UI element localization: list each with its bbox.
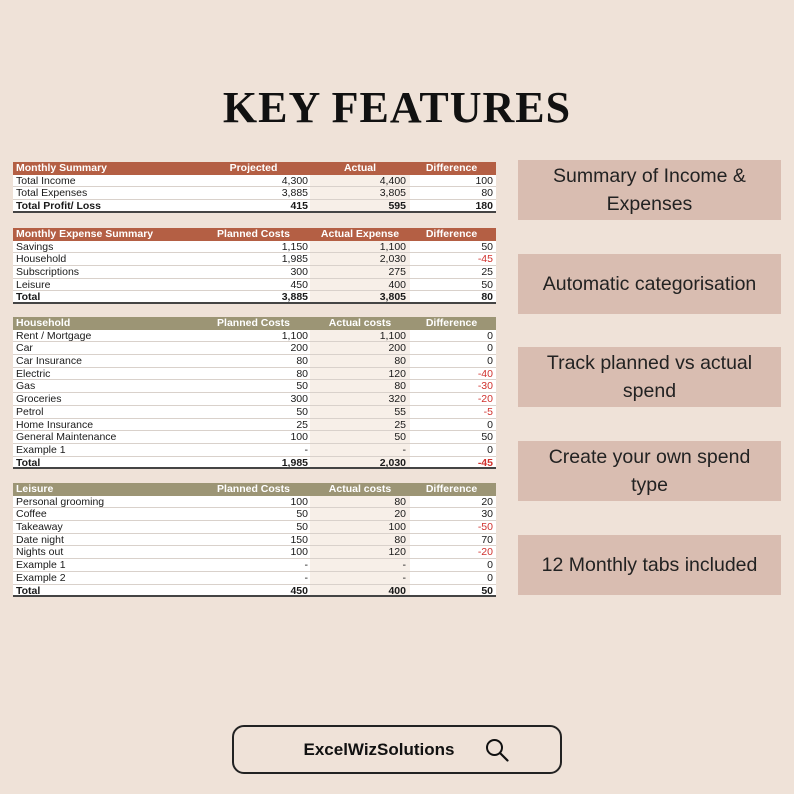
cell-value: 80 xyxy=(481,291,493,303)
table-row xyxy=(13,279,496,292)
row-label: Monthly Summary xyxy=(16,162,108,174)
table-row xyxy=(13,419,496,432)
table-row xyxy=(13,393,496,406)
table-total-row xyxy=(13,457,496,470)
feature-label: Summary of Income & Expenses xyxy=(553,165,746,215)
cell-value: 1,100 xyxy=(310,330,410,342)
table-row xyxy=(13,380,496,393)
cell-value: 2,030 xyxy=(310,253,410,265)
cell-value: Actual costs xyxy=(328,483,392,495)
row-label: Savings xyxy=(16,240,54,253)
cell-value: 80 xyxy=(310,380,410,392)
row-label: Leisure xyxy=(16,483,54,495)
cell-value: 100 xyxy=(310,521,410,533)
row-label: Leisure xyxy=(16,278,51,291)
summary-table xyxy=(13,483,496,597)
table-row xyxy=(13,330,496,343)
cell-value: 50 xyxy=(296,405,308,418)
cell-value: - xyxy=(304,559,308,571)
cell-value: 1,150 xyxy=(281,240,308,253)
cell-value: 80 xyxy=(310,496,410,508)
cell-value: 3,885 xyxy=(281,291,308,303)
cell-value: 100 xyxy=(290,431,308,443)
feature-box-1 xyxy=(518,160,781,220)
cell-value: 30 xyxy=(481,508,493,521)
cell-value: 100 xyxy=(475,174,493,187)
row-label: Date night xyxy=(16,533,64,546)
table-row xyxy=(13,572,496,585)
row-label: Petrol xyxy=(16,405,44,418)
table-row xyxy=(13,406,496,419)
cell-value: Actual costs xyxy=(328,317,392,329)
feature-box-5 xyxy=(518,535,781,595)
row-label: Home Insurance xyxy=(16,418,94,431)
cell-value: 55 xyxy=(310,406,410,418)
feature-box-4 xyxy=(518,441,781,501)
cell-value: 50 xyxy=(296,508,308,521)
row-label: Car Insurance xyxy=(16,355,82,367)
row-label: Household xyxy=(16,253,67,266)
cell-value: -30 xyxy=(477,380,493,393)
row-label: Car xyxy=(16,342,33,355)
table-header-row xyxy=(13,317,496,330)
cell-value: - xyxy=(310,444,410,456)
cell-value: 50 xyxy=(481,431,493,443)
table-row xyxy=(13,175,496,188)
table-row xyxy=(13,342,496,355)
row-label: Total xyxy=(16,584,41,596)
row-label: Monthly Expense Summary xyxy=(16,228,154,240)
cell-value: 450 xyxy=(290,584,308,596)
cell-value: 25 xyxy=(296,418,308,431)
cell-value: -45 xyxy=(477,253,493,266)
row-label: Takeaway xyxy=(16,521,63,533)
cell-value: 400 xyxy=(310,279,410,291)
cell-value: 120 xyxy=(310,368,410,380)
table-total-row xyxy=(13,585,496,598)
cell-value: 4,300 xyxy=(281,174,308,187)
row-label: Household xyxy=(16,317,71,329)
row-label: Total Income xyxy=(16,174,76,187)
table-row xyxy=(13,187,496,200)
brand-name: ExcelWizSolutions xyxy=(303,739,455,759)
cell-value: 1,100 xyxy=(281,329,308,342)
cell-value: 1,985 xyxy=(281,253,308,266)
row-label: Rent / Mortgage xyxy=(16,329,92,342)
cell-value: -50 xyxy=(477,521,493,533)
cell-value: 120 xyxy=(310,546,410,558)
cell-value: 180 xyxy=(475,200,493,211)
table-row xyxy=(13,508,496,521)
row-label: Total xyxy=(16,291,41,303)
cell-value: 50 xyxy=(310,431,410,443)
row-label: Electric xyxy=(16,367,51,380)
feature-label: 12 Monthly tabs included xyxy=(541,554,758,576)
cell-value: 20 xyxy=(481,495,493,508)
row-label: Subscriptions xyxy=(16,266,80,278)
row-label: Personal grooming xyxy=(16,495,105,508)
cell-value: 25 xyxy=(310,419,410,431)
cell-value: -45 xyxy=(477,456,493,468)
row-label: Coffee xyxy=(16,508,47,521)
cell-value: Actual xyxy=(343,162,377,174)
cell-value: 0 xyxy=(487,559,493,571)
cell-value: 3,805 xyxy=(310,291,410,302)
cell-value: 70 xyxy=(481,533,493,546)
table-header-row xyxy=(13,228,496,241)
row-label: Total Expenses xyxy=(16,187,88,200)
cell-value: 3,885 xyxy=(281,187,308,200)
cell-value: 100 xyxy=(290,546,308,559)
cell-value: 80 xyxy=(481,187,493,200)
cell-value: -40 xyxy=(477,367,493,380)
cell-value: 150 xyxy=(290,533,308,546)
row-label: Example 1 xyxy=(16,443,66,456)
cell-value: -5 xyxy=(483,405,493,418)
feature-label: Automatic categorisation xyxy=(542,273,757,295)
table-header-row xyxy=(13,483,496,496)
table-row xyxy=(13,355,496,368)
cell-value: 1,100 xyxy=(310,241,410,253)
cell-value: 300 xyxy=(290,393,308,405)
cell-value: 275 xyxy=(310,266,410,278)
cell-value: Difference xyxy=(425,483,478,495)
cell-value: 200 xyxy=(310,342,410,354)
cell-value: Planned Costs xyxy=(217,228,290,240)
cell-value: 80 xyxy=(310,355,410,367)
cell-value: Difference xyxy=(425,317,478,329)
row-label: Total Profit/ Loss xyxy=(16,200,101,211)
cell-value: 80 xyxy=(296,355,308,367)
cell-value: 50 xyxy=(481,584,493,596)
cell-value: 50 xyxy=(481,240,493,253)
cell-value: 50 xyxy=(296,380,308,393)
cell-value: -20 xyxy=(477,546,493,559)
row-label: Groceries xyxy=(16,393,62,405)
feature-box-3 xyxy=(518,347,781,407)
table-row xyxy=(13,521,496,534)
cell-value: 3,805 xyxy=(310,187,410,199)
summary-table xyxy=(13,317,496,469)
cell-value: 100 xyxy=(290,495,308,508)
cell-value: 320 xyxy=(310,393,410,405)
cell-value: 1,985 xyxy=(281,456,308,468)
cell-value: 0 xyxy=(487,571,493,584)
cell-value: 80 xyxy=(296,367,308,380)
cell-value: - xyxy=(310,559,410,571)
table-row xyxy=(13,253,496,266)
row-label: Example 2 xyxy=(16,571,66,584)
cell-value: 50 xyxy=(481,278,493,291)
cell-value: 80 xyxy=(310,534,410,546)
cell-value: - xyxy=(304,443,308,456)
cell-value: - xyxy=(310,572,410,584)
cell-value: 20 xyxy=(310,508,410,520)
row-label: General Maintenance xyxy=(16,431,117,443)
cell-value: 4,400 xyxy=(310,175,410,187)
table-row xyxy=(13,266,496,279)
table-row xyxy=(13,368,496,381)
cell-value: Planned Costs xyxy=(217,483,290,495)
table-total-row xyxy=(13,200,496,213)
cell-value: Actual Expense xyxy=(320,228,400,240)
cell-value: Difference xyxy=(425,228,478,240)
cell-value: Projected xyxy=(229,162,278,174)
cell-value: 50 xyxy=(296,521,308,533)
cell-value: 0 xyxy=(487,418,493,431)
table-header-row xyxy=(13,162,496,175)
row-label: Nights out xyxy=(16,546,64,559)
cell-value: 595 xyxy=(310,200,410,211)
table-row xyxy=(13,431,496,444)
cell-value: - xyxy=(304,571,308,584)
feature-label: Create your own spend type xyxy=(548,446,751,496)
search-icon[interactable] xyxy=(484,737,510,763)
page-title: KEY FEATURES xyxy=(222,83,572,132)
cell-value: 0 xyxy=(487,443,493,456)
row-label: Example 1 xyxy=(16,559,66,571)
cell-value: 2,030 xyxy=(310,457,410,468)
summary-table xyxy=(13,228,496,304)
table-row xyxy=(13,534,496,547)
summary-table xyxy=(13,162,496,213)
table-total-row xyxy=(13,291,496,304)
cell-value: 415 xyxy=(290,200,308,211)
cell-value: Difference xyxy=(425,162,478,174)
search-bar[interactable] xyxy=(232,725,562,774)
cell-value: Planned Costs xyxy=(217,317,290,329)
table-row xyxy=(13,241,496,254)
cell-value: 0 xyxy=(487,329,493,342)
row-label: Total xyxy=(16,456,41,468)
table-row xyxy=(13,559,496,572)
cell-value: 0 xyxy=(487,355,493,367)
table-row xyxy=(13,496,496,509)
feature-box-2 xyxy=(518,254,781,314)
cell-value: 300 xyxy=(290,266,308,278)
cell-value: -20 xyxy=(477,393,493,405)
cell-value: 25 xyxy=(481,266,493,278)
cell-value: 400 xyxy=(310,585,410,596)
row-label: Gas xyxy=(16,380,36,393)
table-row xyxy=(13,444,496,457)
feature-label: Track planned vs actual spend xyxy=(546,352,753,402)
cell-value: 200 xyxy=(290,342,308,355)
table-row xyxy=(13,546,496,559)
cell-value: 0 xyxy=(487,342,493,355)
cell-value: 450 xyxy=(290,278,308,291)
